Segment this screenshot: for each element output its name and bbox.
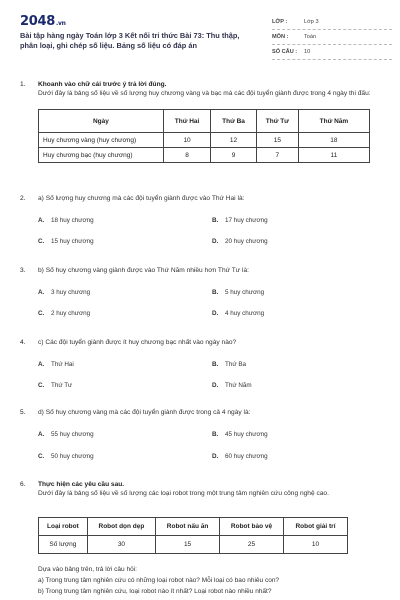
question-5: [20, 408, 378, 417]
meta-row-grade: [272, 16, 392, 30]
option-c[interactable]: [38, 310, 90, 317]
option-key: B.: [212, 361, 219, 368]
option-key: D.: [212, 453, 219, 460]
table-cell: 15: [256, 133, 298, 148]
option-text: 17 huy chương: [225, 217, 268, 224]
option-b[interactable]: [212, 361, 246, 368]
option-text: Thứ Ba: [225, 361, 247, 368]
option-text: Thứ Năm: [225, 382, 252, 389]
option-a[interactable]: [38, 217, 94, 224]
option-key: C.: [38, 238, 45, 245]
meta-key: LỚP :: [272, 19, 288, 25]
option-text: Thứ Hai: [51, 361, 74, 368]
option-b[interactable]: [212, 289, 264, 296]
question-text: a) Số lượng huy chương mà các đội tuyển giành được vào Thứ Hai là:: [38, 195, 245, 202]
option-key: A.: [38, 431, 45, 438]
table-cell: 18: [298, 133, 369, 148]
question-number: 2.: [20, 195, 26, 202]
question-text: d) Số huy chương vàng mà các đội tuyển giành được trong cả 4 ngày là:: [38, 409, 251, 416]
worksheet-title: Bài tập hàng ngày Toán lớp 3 Kết nối tri thức Bài 73: Thu thập, phân loại, ghi chép số liệu. Bảng số liệu có đáp án: [20, 31, 240, 50]
robot-table: [38, 517, 348, 554]
table-cell: Số lượng: [39, 536, 88, 554]
question-text: c) Các đội tuyển giành được ít huy chương bạc nhất vào ngày nào?: [38, 339, 237, 346]
question-text: b) Số huy chương vàng giành được vào Thứ Năm nhiều hơn Thứ Tư là:: [38, 267, 249, 274]
question-2: [20, 194, 378, 203]
option-text: 60 huy chương: [225, 453, 268, 460]
option-key: D.: [212, 310, 219, 317]
option-c[interactable]: [38, 238, 94, 245]
question-text: Dưới đây là bảng số liệu về số lượng huy chương vàng và bạc mà các đội tuyển giành được trong 4 ngày thi đấu:: [38, 90, 371, 97]
option-key: D.: [212, 382, 219, 389]
table-row: [39, 148, 370, 163]
table-header-cell: Robot bảo vệ: [220, 518, 284, 536]
question-number: 3.: [20, 267, 26, 274]
option-key: C.: [38, 453, 45, 460]
table-row: [39, 536, 348, 554]
table-cell: 15: [156, 536, 220, 554]
option-d[interactable]: [212, 453, 268, 460]
option-key: C.: [38, 382, 45, 389]
logo-text: 2048: [20, 14, 55, 29]
question-1: [20, 80, 378, 98]
table-cell: Huy chương vàng (huy chương): [39, 133, 164, 148]
option-key: A.: [38, 361, 45, 368]
logo-suffix: .vn: [55, 20, 66, 27]
option-a[interactable]: [38, 289, 90, 296]
option-d[interactable]: [212, 238, 268, 245]
option-text: 20 huy chương: [225, 238, 268, 245]
table-header-cell: Thứ Ba: [211, 110, 257, 133]
table-cell: 10: [283, 536, 347, 554]
sub-question-a: a) Trong trung tâm nghiên cứu có những loại robot nào? Mỗi loại có bao nhiêu con?: [38, 577, 280, 584]
option-key: A.: [38, 289, 45, 296]
table-cell: 11: [298, 148, 369, 163]
meta-key: MÔN :: [272, 34, 289, 40]
table-cell: 8: [163, 148, 210, 163]
table-cell: 9: [211, 148, 257, 163]
meta-value: 10: [304, 49, 311, 55]
table-header-cell: Robot dọn dẹp: [87, 518, 155, 536]
table-header-cell: Ngày: [39, 110, 164, 133]
question-number: 6.: [20, 481, 26, 488]
meta-row-subject: [272, 31, 392, 45]
question-4: [20, 338, 378, 347]
option-text: 3 huy chương: [51, 289, 91, 296]
option-key: D.: [212, 238, 219, 245]
table-header-row: [39, 110, 370, 133]
worksheet-header: [20, 14, 390, 60]
option-key: B.: [212, 289, 219, 296]
option-text: 18 huy chương: [51, 217, 94, 224]
option-text: 45 huy chương: [225, 431, 268, 438]
option-key: C.: [38, 310, 45, 317]
question-heading: Khoanh vào chữ cái trước ý trả lời đúng.: [38, 81, 167, 88]
option-text: 2 huy chương: [51, 310, 91, 317]
question-number: 4.: [20, 339, 26, 346]
option-key: B.: [212, 431, 219, 438]
question-number: 1.: [20, 81, 26, 88]
table-cell: 10: [163, 133, 210, 148]
option-c[interactable]: [38, 453, 94, 460]
table-cell: 7: [256, 148, 298, 163]
table-header-cell: Robot giải trí: [283, 518, 347, 536]
question-3: [20, 266, 378, 275]
meta-key: SỐ CÂU :: [272, 49, 298, 55]
table-row: [39, 133, 370, 148]
option-key: A.: [38, 217, 45, 224]
option-text: 15 huy chương: [51, 238, 94, 245]
table-header-cell: Thứ Tư: [256, 110, 298, 133]
option-d[interactable]: [212, 382, 252, 389]
medal-table: [38, 109, 370, 163]
question-heading: Thực hiện các yêu cầu sau.: [38, 481, 125, 488]
meta-value: Toán: [304, 34, 317, 40]
option-key: B.: [212, 217, 219, 224]
option-text: 55 huy chương: [51, 431, 94, 438]
question-body: [38, 480, 378, 498]
option-c[interactable]: [38, 382, 72, 389]
question-6: [20, 480, 378, 498]
table-cell: Huy chương bạc (huy chương): [39, 148, 164, 163]
table-cell: 30: [87, 536, 155, 554]
table-header-row: [39, 518, 348, 536]
table-header-cell: Thứ Năm: [298, 110, 369, 133]
question-number: 5.: [20, 409, 26, 416]
sub-question-b: b) Trong trung tâm nghiên cứu, loại robot nào ít nhất? Loại robot nào nhiều nhất?: [38, 588, 272, 595]
instruction-line: Dựa vào bảng trên, trả lời câu hỏi:: [38, 566, 137, 573]
table-header-cell: Thứ Hai: [163, 110, 210, 133]
table-cell: 12: [211, 133, 257, 148]
option-text: 4 huy chương: [225, 310, 265, 317]
option-a[interactable]: [38, 431, 94, 438]
option-b[interactable]: [212, 217, 268, 224]
option-b[interactable]: [212, 431, 268, 438]
table-cell: 25: [220, 536, 284, 554]
meta-panel: [272, 16, 392, 61]
option-a[interactable]: [38, 361, 74, 368]
option-text: Thứ Tư: [51, 382, 73, 389]
option-text: 50 huy chương: [51, 453, 94, 460]
question-text: Dưới đây là bảng số liệu về số lượng các loại robot trong một trung tâm nghiên cứu công nghệ cao.: [38, 490, 329, 497]
site-logo[interactable]: [20, 14, 66, 29]
option-text: 5 huy chương: [225, 289, 265, 296]
meta-value: Lớp 3: [304, 19, 319, 25]
question-body: [38, 80, 378, 98]
table-header-cell: Robot nấu ăn: [156, 518, 220, 536]
option-d[interactable]: [212, 310, 264, 317]
meta-row-count: [272, 46, 392, 60]
table-header-cell: Loại robot: [39, 518, 88, 536]
